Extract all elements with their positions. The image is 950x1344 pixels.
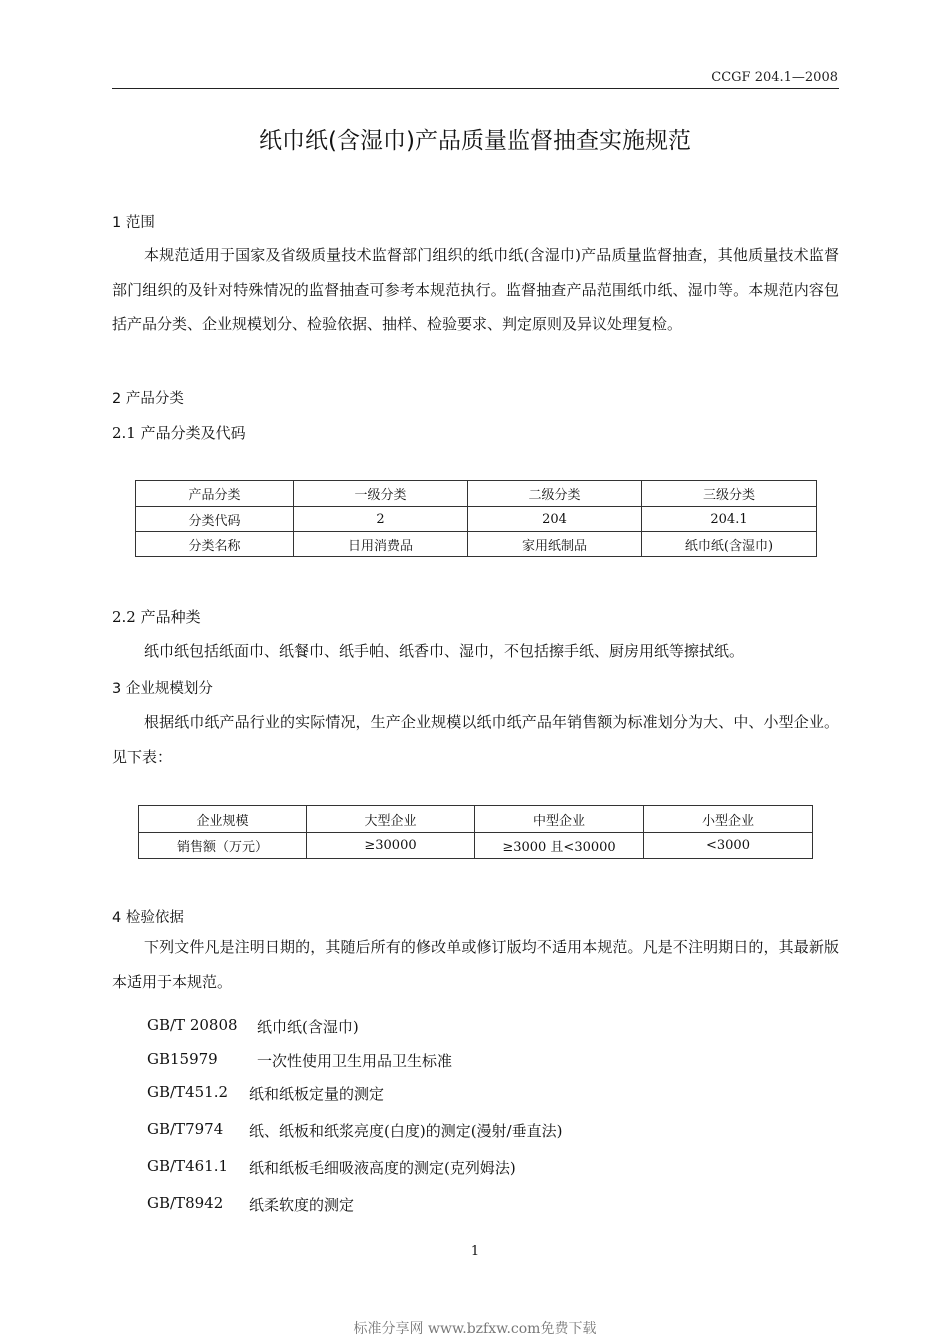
document-title: 纸巾纸(含湿巾)产品质量监督抽查实施规范 <box>259 128 691 154</box>
table-cell: 小型企业 <box>644 806 813 833</box>
table-cell: 204.1 <box>642 507 817 532</box>
table-cell: 二级分类 <box>468 481 642 507</box>
table-cell: 企业规模 <box>139 806 307 833</box>
section-2-2-heading: 2.2 产品种类 <box>112 608 201 626</box>
table-cell: ≥30000 <box>307 833 475 859</box>
table-cell: 日用消费品 <box>294 532 468 557</box>
enterprise-scale-table <box>138 805 813 859</box>
table-row <box>139 806 813 833</box>
reference-name: 纸巾纸(含湿巾) <box>257 1018 359 1036</box>
reference-code: GB/T8942 <box>147 1194 224 1212</box>
table-cell: ≥3000 且<30000 <box>475 833 644 859</box>
table-cell: 家用纸制品 <box>468 532 642 557</box>
table-cell: 分类代码 <box>136 507 294 532</box>
table-cell: 一级分类 <box>294 481 468 507</box>
section-1-paragraph: 本规范适用于国家及省级质量技术监督部门组织的纸巾纸(含湿巾)产品质量监督抽查，其他质量技术监督部门组织的及针对特殊情况的监督抽查可参考本规范执行。监督抽查产品范围纸巾纸、湿巾等。本规范内容包括产品分类、企业规模划分、检验依据、抽样、检验要求、判定原则及异议处理复检。 <box>112 246 839 333</box>
reference-name: 纸、纸板和纸浆亮度(白度)的测定(漫射/垂直法) <box>249 1122 563 1140</box>
table-cell: 纸巾纸(含湿巾) <box>642 532 817 557</box>
table-cell: 大型企业 <box>307 806 475 833</box>
reference-code: GB15979 <box>147 1050 218 1068</box>
table-cell: 中型企业 <box>475 806 644 833</box>
reference-name: 纸和纸板毛细吸液高度的测定(克列姆法) <box>249 1159 516 1177</box>
table-row <box>136 481 817 507</box>
section-3-paragraph: 根据纸巾纸产品行业的实际情况，生产企业规模以纸巾纸产品年销售额为标准划分为大、中、小型企业。见下表： <box>112 713 839 766</box>
table-cell: 产品分类 <box>136 481 294 507</box>
table-row <box>136 507 817 532</box>
page-number: 1 <box>470 1244 480 1259</box>
header-rule <box>112 88 839 89</box>
reference-name: 一次性使用卫生用品卫生标准 <box>257 1052 453 1070</box>
reference-code: GB/T451.2 <box>147 1083 229 1101</box>
section-4-paragraph: 下列文件凡是注明日期的，其随后所有的修改单或修订版均不适用本规范。凡是不注明期日的，其最新版本适用于本规范。 <box>112 938 839 991</box>
reference-code: GB/T7974 <box>147 1120 224 1138</box>
table-cell: 三级分类 <box>642 481 817 507</box>
classification-table <box>135 480 817 557</box>
watermark-text: 标准分享网 www.bzfxw.com免费下载 <box>353 1321 597 1337</box>
section-2-2-paragraph: 纸巾纸包括纸面巾、纸餐巾、纸手帕、纸香巾、湿巾，不包括擦手纸、厨房用纸等擦拭纸。 <box>144 642 745 660</box>
table-cell: 销售额（万元） <box>139 833 307 859</box>
reference-name: 纸柔软度的测定 <box>249 1196 355 1214</box>
reference-code: GB/T461.1 <box>147 1157 229 1175</box>
section-3-heading: 3 企业规模划分 <box>112 681 213 697</box>
table-cell: 204 <box>468 507 642 532</box>
section-1-heading: 1 范围 <box>112 215 155 231</box>
reference-name: 纸和纸板定量的测定 <box>249 1085 385 1103</box>
section-2-1-heading: 2.1 产品分类及代码 <box>112 424 246 442</box>
reference-code: GB/T 20808 <box>147 1016 238 1034</box>
table-row <box>139 833 813 859</box>
table-cell: 2 <box>294 507 468 532</box>
document-code: CCGF 204.1—2008 <box>711 70 838 85</box>
section-2-heading: 2 产品分类 <box>112 391 184 407</box>
section-4-heading: 4 检验依据 <box>112 910 184 926</box>
table-cell: <3000 <box>644 833 813 859</box>
table-cell: 分类名称 <box>136 532 294 557</box>
table-row <box>136 532 817 557</box>
